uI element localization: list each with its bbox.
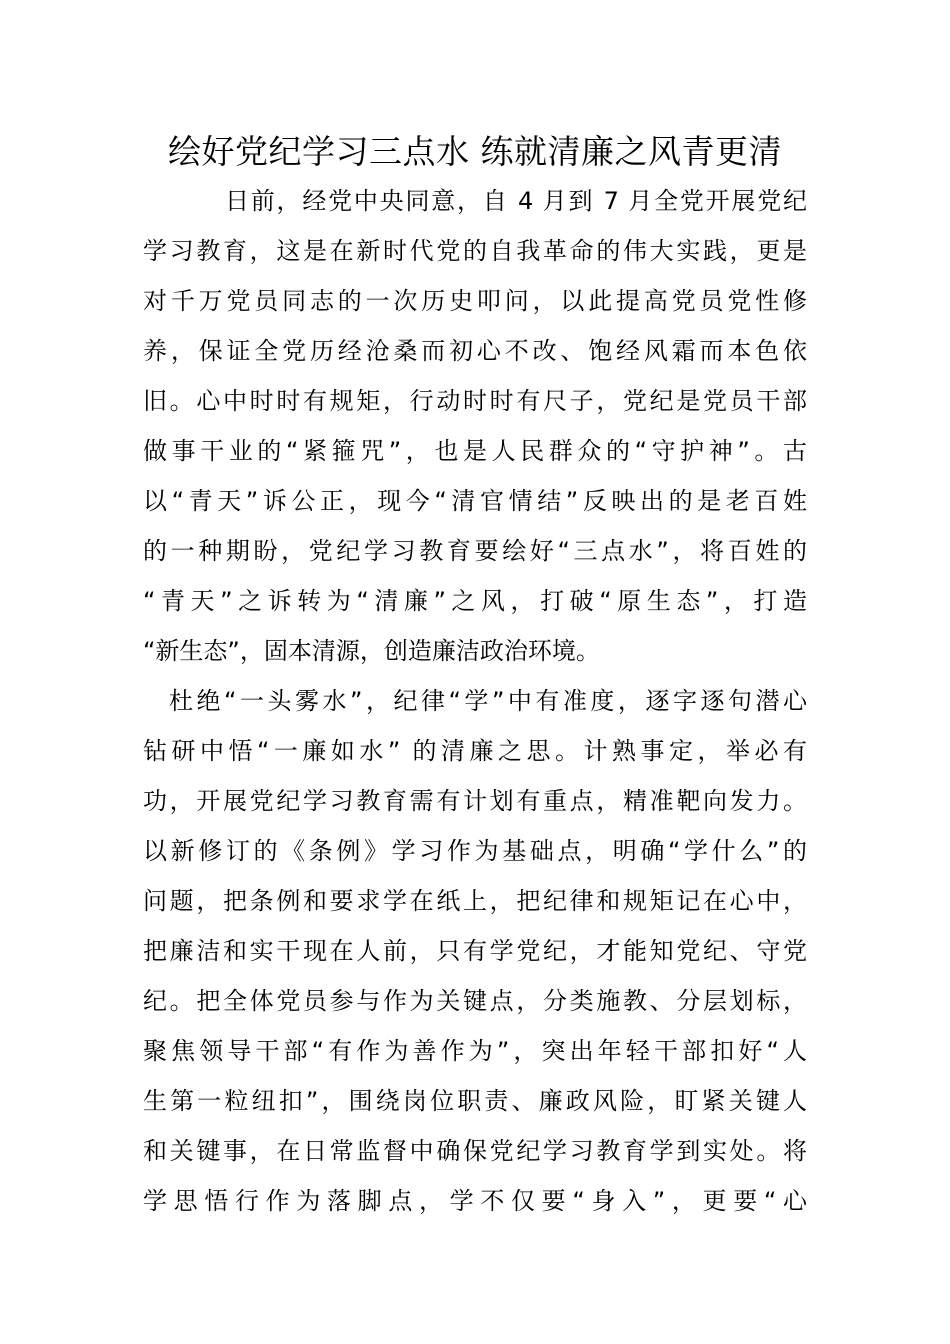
document-title: 绘好党纪学习三点水 练就清廉之风青更清	[168, 132, 782, 171]
paragraph-line: 功，开展党纪学习教育需有计划有重点，精准靶向发力。	[143, 787, 807, 815]
paragraph-line: “新生态”，固本清源，创造廉洁政治环境。	[143, 637, 600, 665]
paragraph-line: 把廉洁和实干现在人前，只有学党纪，才能知党纪、守党	[143, 937, 807, 965]
paragraph-line: 学习教育，这是在新时代党的自我革命的伟大实践，更是	[143, 237, 807, 265]
paragraph-line: 钻研中悟“一廉如水” 的清廉之思。计熟事定，举必有	[143, 737, 807, 765]
paragraph-line: 的一种期盼，党纪学习教育要绘好“三点水”，将百姓的	[143, 537, 807, 565]
paragraph-1	[143, 176, 807, 676]
paragraph-2	[143, 676, 807, 1226]
paragraph-line: 以“青天”诉公正，现今“清官情结”反映出的是老百姓	[143, 487, 807, 515]
paragraph-line: 日前，经党中央同意，自 4 月到 7 月全党开展党纪	[225, 187, 807, 215]
paragraph-line: 对千万党员同志的一次历史叩问，以此提高党员党性修	[143, 287, 807, 315]
paragraph-line: “青天”之诉转为“清廉”之风，打破“原生态”，打造	[143, 587, 807, 615]
paragraph-line: 以新修订的《条例》学习作为基础点，明确“学什么”的	[143, 837, 807, 865]
paragraph-line: 和关键事，在日常监督中确保党纪学习教育学到实处。将	[143, 1137, 807, 1165]
paragraph-line: 学思悟行作为落脚点，学不仅要“身入”，更要“心	[143, 1187, 807, 1215]
paragraph-line: 纪。把全体党员参与作为关键点，分类施教、分层划标，	[143, 987, 807, 1015]
paragraph-line: 聚焦领导干部“有作为善作为”，突出年轻干部扣好“人	[143, 1037, 807, 1065]
paragraph-line: 杜绝“一头雾水”，纪律“学”中有准度，逐字逐句潜心	[169, 687, 807, 715]
paragraph-line: 旧。心中时时有规矩，行动时时有尺子，党纪是党员干部	[143, 387, 807, 415]
paragraph-line: 问题，把条例和要求学在纸上，把纪律和规矩记在心中，	[143, 887, 807, 915]
paragraph-line: 做事干业的“紧箍咒”，也是人民群众的“守护神”。古	[143, 437, 807, 465]
paragraph-line: 养，保证全党历经沧桑而初心不改、饱经风霜而本色依	[143, 337, 807, 365]
paragraph-line: 生第一粒纽扣”，围绕岗位职责、廉政风险，盯紧关键人	[143, 1087, 807, 1115]
document-body	[143, 176, 807, 1226]
